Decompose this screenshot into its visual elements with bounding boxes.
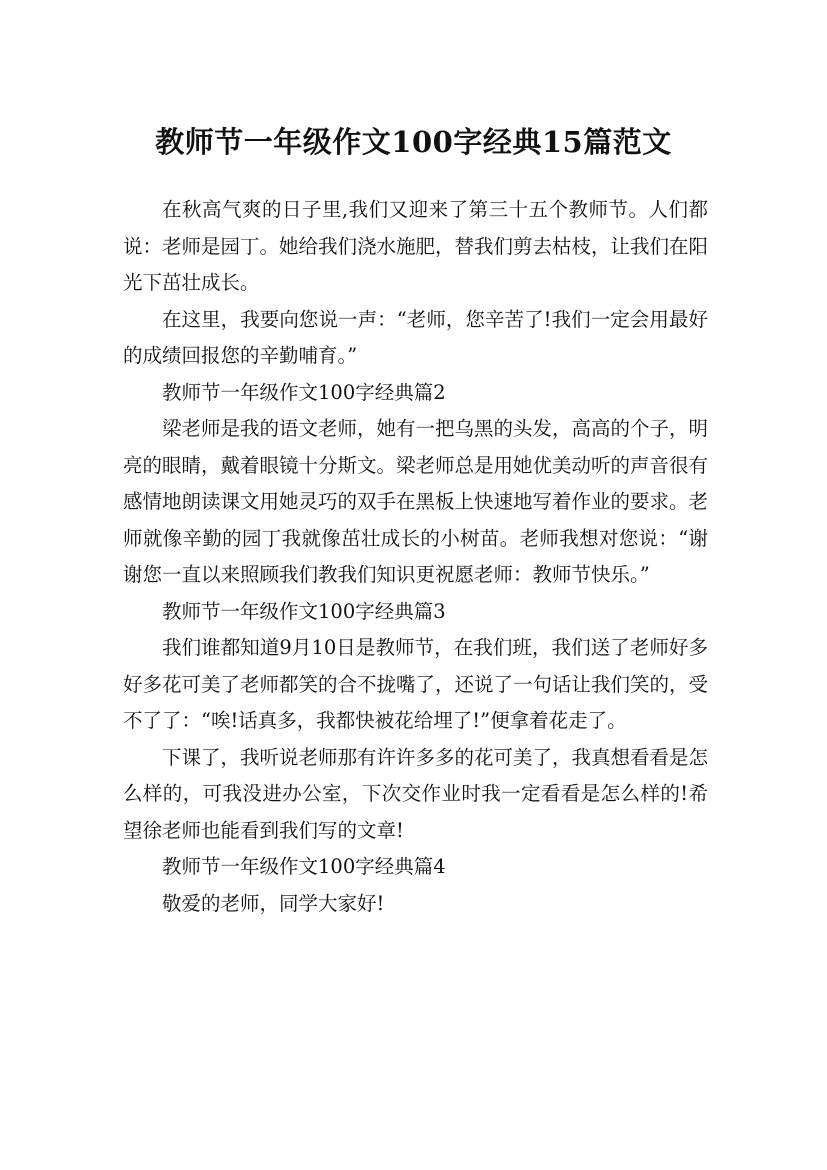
paragraph: 敬爱的老师，同学大家好! (162, 891, 385, 915)
section-heading: 教师节一年级作文100字经典篇2 (162, 380, 446, 404)
section-heading: 教师节一年级作文100字经典篇4 (162, 855, 446, 878)
paragraph: 在秋高气爽的日子里,我们又迎来了第三十五个教师节。人们都说：老师是园丁。她给我们浇水施肥，替我们剪去枯枝，让我们在阳光下茁壮成长。 (123, 198, 709, 294)
section-heading: 教师节一年级作文100字经典篇3 (162, 599, 446, 623)
paragraph: 梁老师是我的语文老师，她有一把乌黑的头发，高高的个子，明亮的眼睛，戴着眼镜十分斯文。梁老师总是用她优美动听的声音很有感情地朗读课文用她灵巧的双手在黑板上快速地写着作业的要求。老师就像辛勤的园丁我就像茁壮成长的小树苗。老师我想对您说：“谢谢您一直以来照顾我们教我们知识更祝愿老师：教师节快乐。” (123, 417, 709, 586)
paragraph: 下课了，我听说老师那有许许多多的花可美了，我真想看看是怎么样的，可我没进办公室，下次交作业时我一定看看是怎么样的!希望徐老师也能看到我们写的文章! (123, 745, 709, 842)
paragraph: 在这里，我要向您说一声：“老师，您辛苦了!我们一定会用最好的成绩回报您的辛勤哺育。” (123, 307, 708, 367)
document-title: 教师节一年级作文100字经典15篇范文 (155, 125, 672, 160)
paragraph: 我们谁都知道9月10日是教师节，在我们班，我们送了老师好多好多花可美了老师都笑的合不拢嘴了，还说了一句话让我们笑的，受不了了：“唉!话真多，我都快被花给埋了!”便拿着花走了。 (123, 636, 709, 732)
document-body (123, 192, 708, 922)
